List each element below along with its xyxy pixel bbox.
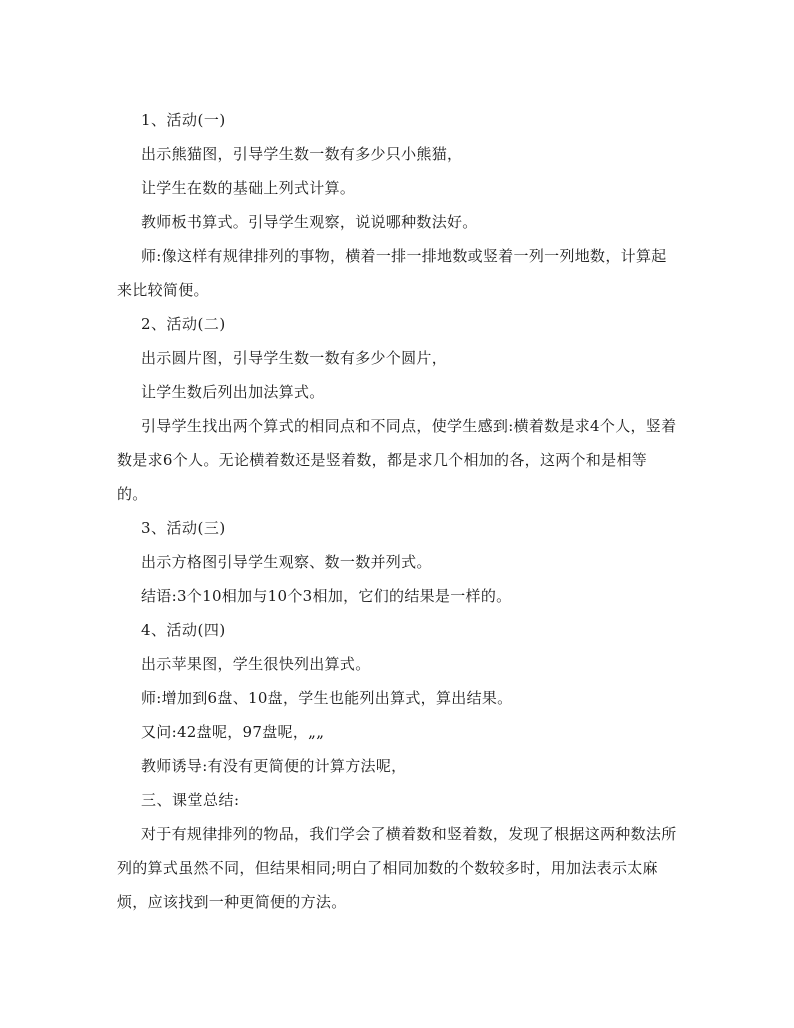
paragraph: 对于有规律排列的物品，我们学会了横着数和竖着数，发现了根据这两种数法所列的算式虽然不同，但结果相同;明白了相同加数的个数较多时，用加法表示太麻烦，应该找到一种更简便的方法。 xyxy=(117,825,677,911)
paragraph: 出示方格图引导学生观察、数一数并列式。 xyxy=(141,553,432,571)
paragraph: 出示熊猫图，引导学生数一数有多少只小熊猫， xyxy=(141,145,463,163)
section-heading-activity-3: 3、活动(三) xyxy=(141,519,226,537)
paragraph: 让学生数后列出加法算式。 xyxy=(141,383,325,401)
paragraph: 教师板书算式。引导学生观察，说说哪种数法好。 xyxy=(141,213,478,231)
paragraph: 师:增加到6盘、10盘，学生也能列出算式，算出结果。 xyxy=(141,689,513,707)
paragraph: 出示苹果图，学生很快列出算式。 xyxy=(141,655,371,673)
paragraph: 出示圆片图，引导学生数一数有多少个圆片， xyxy=(141,349,448,367)
paragraph: 引导学生找出两个算式的相同点和不同点，使学生感到:横着数是求4个人，竖着数是求6个人。无论横着数还是竖着数，都是求几个相加的各，这两个和是相等的。 xyxy=(117,417,677,503)
section-heading-activity-1: 1、活动(一) xyxy=(141,111,226,129)
paragraph: 让学生在数的基础上列式计算。 xyxy=(141,179,356,197)
paragraph: 师:像这样有规律排列的事物，横着一排一排地数或竖着一列一列地数，计算起来比较简便。 xyxy=(117,247,667,299)
paragraph: 教师诱导:有没有更简便的计算方法呢， xyxy=(141,757,407,775)
paragraph: 又问:42盘呢，97盘呢，„„ xyxy=(141,723,325,741)
paragraph: 结语:3个10相加与10个3相加，它们的结果是一样的。 xyxy=(141,587,512,605)
section-heading-activity-2: 2、活动(二) xyxy=(141,315,226,333)
section-heading-summary: 三、课堂总结: xyxy=(141,791,240,809)
document-body xyxy=(117,103,677,919)
section-heading-activity-4: 4、活动(四) xyxy=(141,621,226,639)
